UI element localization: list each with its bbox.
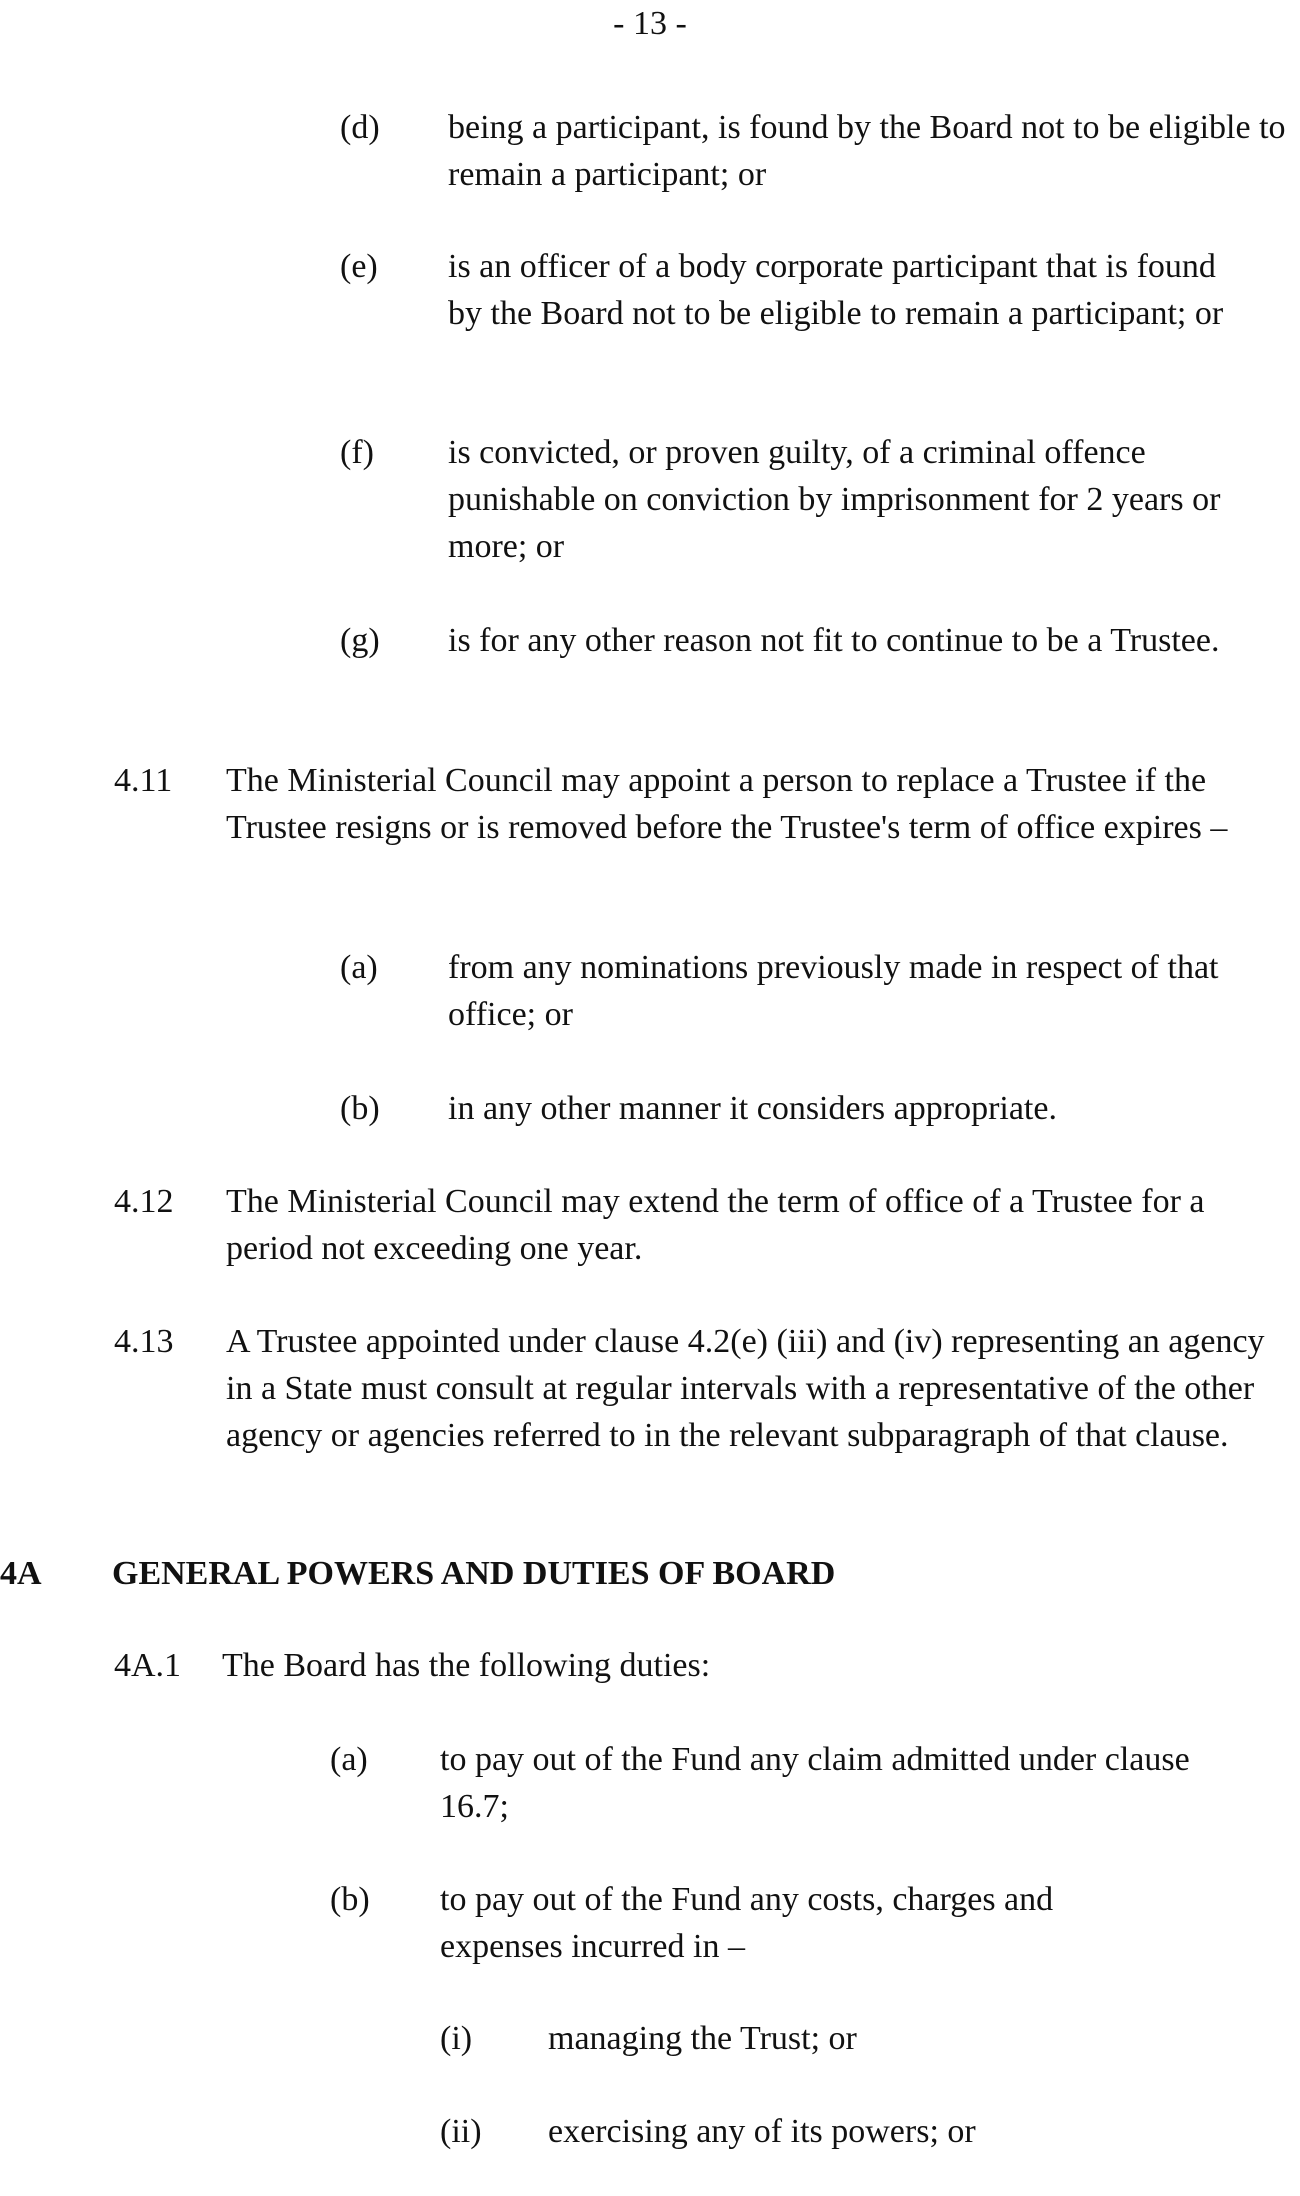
clause-4a-1-number: 4A.1 xyxy=(114,1647,182,1684)
item-label-f: (f) xyxy=(340,434,374,471)
clause-4a-1-item-text-a: to pay out of the Fund any claim admitted under clause 16.7; xyxy=(440,1741,1190,1825)
clause-4a-1-subitem-text-ii: exercising any of its powers; or xyxy=(548,2113,976,2150)
clause-4-13-number: 4.13 xyxy=(114,1323,174,1360)
item-text-d: being a participant, is found by the Board not to be eligible to remain a participant; or xyxy=(448,109,1286,193)
clause-4a-1-subitem-label-ii: (ii) xyxy=(440,2113,482,2150)
clause-4-13-text: A Trustee appointed under clause 4.2(e) (iii) and (iv) representing an agency in a State must consult at regular intervals with a representative of the other agency or agencies referred to in the relevant subparagraph of that clause. xyxy=(226,1323,1265,1454)
section-4a-number: 4A xyxy=(0,1555,42,1592)
clause-4-11-item-text-b: in any other manner it considers appropriate. xyxy=(448,1090,1057,1127)
clause-4-12-number: 4.12 xyxy=(114,1183,174,1220)
clause-4a-1-text: The Board has the following duties: xyxy=(222,1647,711,1684)
clause-4-11-number: 4.11 xyxy=(114,762,173,799)
item-text-e: is an officer of a body corporate participant that is found by the Board not to be eligible to remain a participant; or xyxy=(448,248,1224,332)
clause-4a-1-item-label-b: (b) xyxy=(330,1881,370,1918)
clause-4a-1-subitem-text-i: managing the Trust; or xyxy=(548,2020,857,2057)
item-label-d: (d) xyxy=(340,109,380,146)
clause-4-12-text: The Ministerial Council may extend the term of office of a Trustee for a period not exceeding one year. xyxy=(226,1183,1205,1267)
item-label-e: (e) xyxy=(340,248,378,285)
clause-4-11-item-label-a: (a) xyxy=(340,949,378,986)
item-text-g: is for any other reason not fit to continue to be a Trustee. xyxy=(448,622,1220,659)
item-text-f: is convicted, or proven guilty, of a criminal offence punishable on conviction by imprisonment for 2 years or more; or xyxy=(448,434,1221,565)
clause-4-11-text: The Ministerial Council may appoint a person to replace a Trustee if the Trustee resigns or is removed before the Trustee's term of office expires – xyxy=(226,762,1228,846)
item-label-g: (g) xyxy=(340,622,380,659)
section-4a-title: GENERAL POWERS AND DUTIES OF BOARD xyxy=(112,1555,836,1592)
clause-4a-1-subitem-label-i: (i) xyxy=(440,2020,473,2057)
clause-4a-1-item-text-b: to pay out of the Fund any costs, charges and expenses incurred in – xyxy=(440,1881,1054,1965)
clause-4a-1-item-label-a: (a) xyxy=(330,1741,368,1778)
page-number: - 13 - xyxy=(613,5,687,42)
clause-4-11-item-text-a: from any nominations previously made in respect of that office; or xyxy=(448,949,1219,1033)
clause-4-11-item-label-b: (b) xyxy=(340,1090,380,1127)
